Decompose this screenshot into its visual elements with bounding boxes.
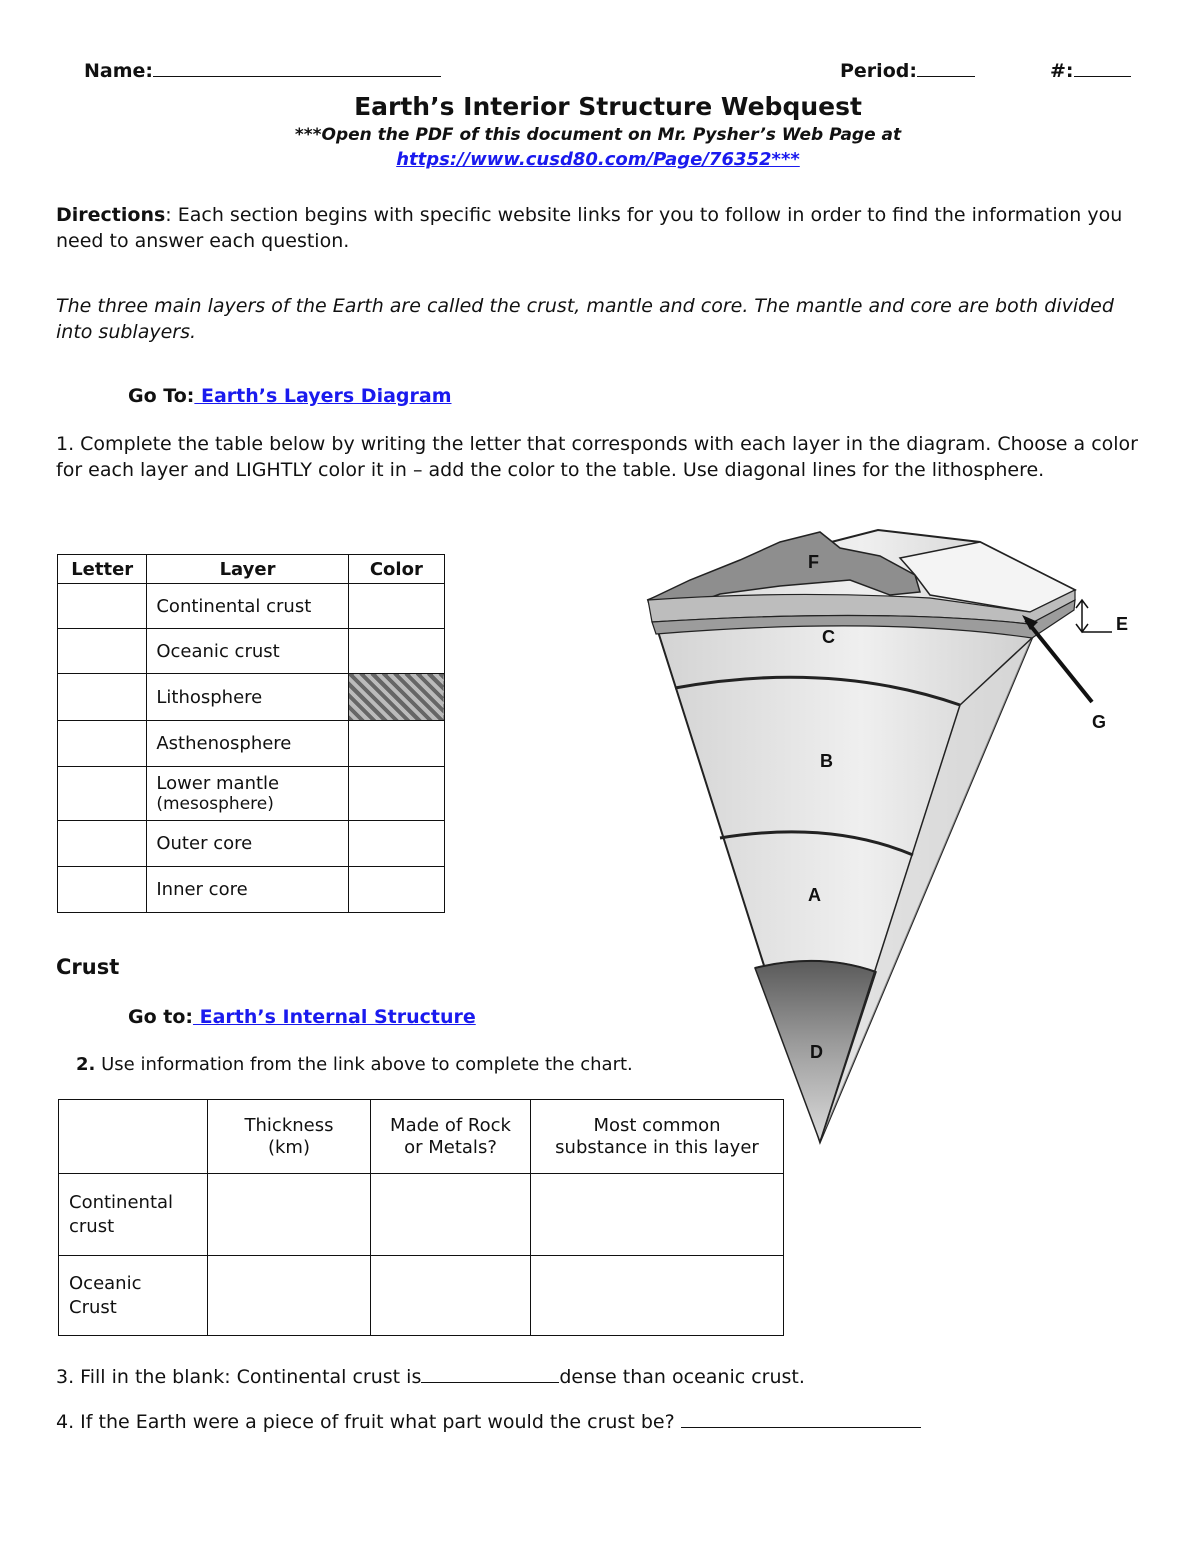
table-row: [59, 1256, 784, 1336]
layer-name-main: Lower mantle: [156, 772, 280, 794]
answer-cell[interactable]: [371, 1256, 531, 1336]
header-letter: Letter: [58, 555, 147, 584]
header-layer: Layer: [147, 555, 348, 584]
header-line: Thickness: [244, 1114, 334, 1136]
layer-name: Inner core: [147, 867, 348, 913]
layer-name: Outer core: [147, 821, 348, 867]
directions: [56, 202, 1146, 254]
subtitle: ***Open the PDF of this document on Mr. Pysher’s Web Page at: [294, 125, 902, 145]
answer-cell[interactable]: [208, 1174, 371, 1256]
answer-cell[interactable]: [531, 1174, 784, 1256]
question-1: 1. Complete the table below by writing the letter that corresponds with each layer in the diagram. Choose a color for each layer and LIGHTLY color it in – add the color to the table. Use diagonal lines for the lithosphere.: [56, 433, 1138, 481]
question-4-text: 4. If the Earth were a piece of fruit what part would the crust be?: [56, 1411, 675, 1433]
layer-name: Oceanic crust: [147, 629, 348, 674]
header-substance: [531, 1100, 784, 1174]
number-blank[interactable]: [1074, 58, 1131, 77]
layer-name: Continental crust: [147, 584, 348, 629]
row-label-line: crust: [69, 1215, 115, 1237]
color-cell-hatched[interactable]: [348, 674, 444, 721]
letter-cell[interactable]: [58, 821, 147, 867]
header-line: or Metals?: [404, 1136, 497, 1158]
label-d: D: [810, 1042, 823, 1062]
color-cell[interactable]: [348, 867, 444, 913]
layer-name: Lithosphere: [147, 674, 348, 721]
layer-name: [147, 767, 348, 821]
number-field: [1050, 58, 1131, 82]
period-blank[interactable]: [917, 58, 975, 77]
row-label-line: Crust: [69, 1296, 117, 1318]
row-label-line: Continental: [69, 1191, 174, 1213]
number-label: #:: [1050, 60, 1074, 82]
name-field: [84, 58, 441, 82]
layer-name-sub: (mesosphere): [156, 793, 274, 814]
crust-heading: Crust: [56, 955, 120, 979]
name-blank[interactable]: [153, 58, 441, 77]
header-color: Color: [348, 555, 444, 584]
goto-label: Go To:: [128, 385, 195, 407]
color-cell[interactable]: [348, 629, 444, 674]
table-row: [58, 867, 445, 913]
header-rock-metal: [371, 1100, 531, 1174]
directions-label: Directions: [56, 204, 166, 226]
period-label: Period:: [840, 60, 917, 82]
question-3-before: 3. Fill in the blank: Continental crust is: [56, 1366, 422, 1388]
webpage-link[interactable]: https://www.cusd80.com/Page/76352***: [396, 149, 800, 170]
question-3: [56, 1364, 1146, 1390]
letter-cell[interactable]: [58, 867, 147, 913]
period-field: [840, 58, 975, 82]
question-2-text: Use information from the link above to complete the chart.: [95, 1054, 633, 1075]
table-row: [58, 584, 445, 629]
label-b: B: [820, 751, 833, 771]
header-line: Made of Rock: [390, 1114, 511, 1136]
intro-text: The three main layers of the Earth are called the crust, mantle and core. The mantle and core are both divided into sublayers.: [56, 295, 1114, 343]
layers-diagram-link[interactable]: Earth’s Layers Diagram: [194, 385, 452, 407]
question-2-number: 2.: [76, 1054, 96, 1075]
goto-layers: [128, 383, 728, 409]
label-c: C: [822, 627, 835, 647]
page-title: Earth’s Interior Structure Webquest: [354, 92, 862, 121]
question-3-after: dense than oceanic crust.: [559, 1366, 805, 1388]
question-2: [76, 1052, 776, 1078]
answer-cell[interactable]: [531, 1256, 784, 1336]
name-label: Name:: [84, 60, 154, 82]
table-row: [58, 674, 445, 721]
directions-text: : Each section begins with specific website links for you to follow in order to find the information you need to answer each question.: [56, 204, 1123, 252]
header-line: substance in this layer: [555, 1136, 759, 1158]
table-row: [58, 721, 445, 767]
goto-internal: [128, 1004, 728, 1030]
header-line: (km): [267, 1136, 310, 1158]
table-row: [58, 821, 445, 867]
answer-cell[interactable]: [208, 1256, 371, 1336]
header-thickness: [208, 1100, 371, 1174]
label-a: A: [808, 885, 821, 905]
crust-table: [58, 1099, 784, 1336]
table-row: [59, 1174, 784, 1256]
header-line: Most common: [593, 1114, 721, 1136]
question-3-blank[interactable]: [421, 1366, 559, 1383]
header-empty: [59, 1100, 208, 1174]
letter-cell[interactable]: [58, 674, 147, 721]
color-cell[interactable]: [348, 821, 444, 867]
answer-cell[interactable]: [371, 1174, 531, 1256]
table-row: [58, 629, 445, 674]
row-label: [59, 1174, 208, 1256]
label-e: E: [1116, 614, 1129, 634]
label-g: G: [1092, 712, 1107, 732]
thickness-arrow: [1076, 600, 1088, 632]
layer-name: Asthenosphere: [147, 721, 348, 767]
letter-cell[interactable]: [58, 584, 147, 629]
question-4: [56, 1409, 1146, 1435]
color-cell[interactable]: [348, 584, 444, 629]
question-4-blank[interactable]: [681, 1411, 921, 1428]
letter-cell[interactable]: [58, 767, 147, 821]
layer-table: [57, 554, 445, 913]
color-cell[interactable]: [348, 767, 444, 821]
letter-cell[interactable]: [58, 629, 147, 674]
label-f: F: [808, 552, 819, 572]
table-row: [58, 767, 445, 821]
color-cell[interactable]: [348, 721, 444, 767]
letter-cell[interactable]: [58, 721, 147, 767]
row-label: [59, 1256, 208, 1336]
goto-label-2: Go to:: [128, 1006, 193, 1028]
row-label-line: Oceanic: [69, 1272, 142, 1294]
internal-structure-link[interactable]: Earth’s Internal Structure: [193, 1006, 476, 1028]
